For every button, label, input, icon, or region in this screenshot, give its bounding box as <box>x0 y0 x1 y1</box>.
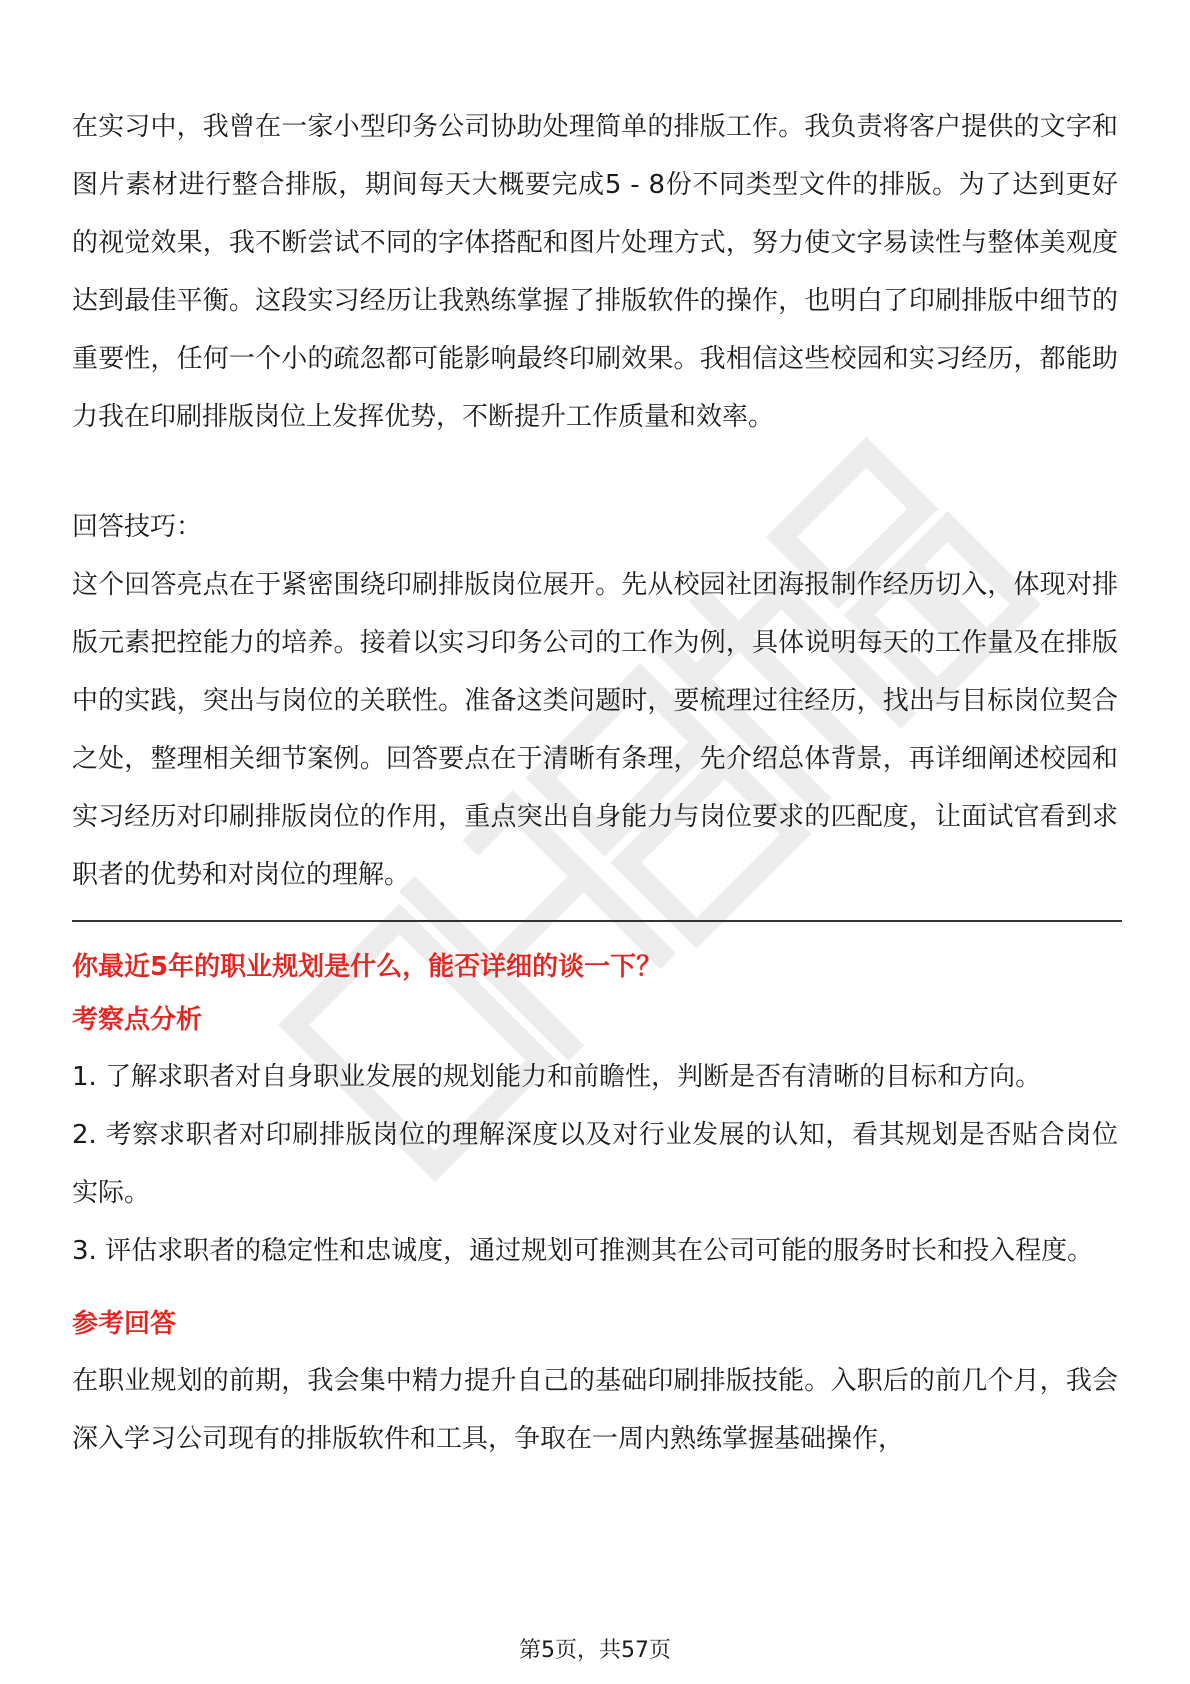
intro-paragraph: 在实习中，我曾在一家小型印务公司协助处理简单的排版工作。我负责将客户提供的文字和图片素材进行整合排版，期间每天大概要完成5 - 8份不同类型文件的排版。为了达到更好的视觉效果，我不断尝试不同的字体搭配和图片处理方式，努力使文字易读性与整体美观度达到最佳平衡。这段实习经历让我熟练掌握了排版软件的操作，也明白了印刷排版中细节的重要性，任何一个小的疏忽都可能影响最终印刷效果。我相信这些校园和实习经历，都能助力我在印刷排版岗位上发挥优势，不断提升工作质量和效率。 <box>72 112 1118 432</box>
reference-text: 在职业规划的前期，我会集中精力提升自己的基础印刷排版技能。入职后的前几个月，我会深入学习公司现有的排版软件和工具，争取在一周内熟练掌握基础操作， <box>72 1366 1118 1454</box>
reference-heading: 参考回答 <box>72 1309 177 1339</box>
spacer <box>72 446 1118 498</box>
analysis-point: 2. 考察求职者对印刷排版岗位的理解深度以及对行业发展的认知，看其规划是否贴合岗位实际。 <box>72 1120 1118 1208</box>
analysis-point: 1. 了解求职者对自身职业发展的规划能力和前瞻性，判断是否有清晰的目标和方向。 <box>72 1062 1042 1092</box>
analysis-point: 3. 评估求职者的稳定性和忠诚度，通过规划可推测其在公司可能的服务时长和投入程度。 <box>72 1236 1094 1266</box>
tips-text: 这个回答亮点在于紧密围绕印刷排版岗位展开。先从校园社团海报制作经历切入，体现对排版元素把控能力的培养。接着以实习印务公司的工作为例，具体说明每天的工作量及在排版中的实践，突出与岗位的关联性。准备这类问题时，要梳理过往经历，找出与目标岗位契合之处，整理相关细节案例。回答要点在于清晰有条理，先介绍总体背景，再详细阐述校园和实习经历对印刷排版岗位的作用，重点突出自身能力与岗位要求的匹配度，让面试官看到求职者的优势和对岗位的理解。 <box>72 570 1118 890</box>
tips-label: 回答技巧： <box>72 512 203 542</box>
content <box>72 98 1118 1468</box>
analysis-heading: 考察点分析 <box>72 1005 203 1035</box>
divider <box>72 920 1122 922</box>
question-title: 你最近5年的职业规划是什么，能否详细的谈一下？ <box>72 952 663 982</box>
page-number: 第5页，共57页 <box>519 1638 671 1663</box>
